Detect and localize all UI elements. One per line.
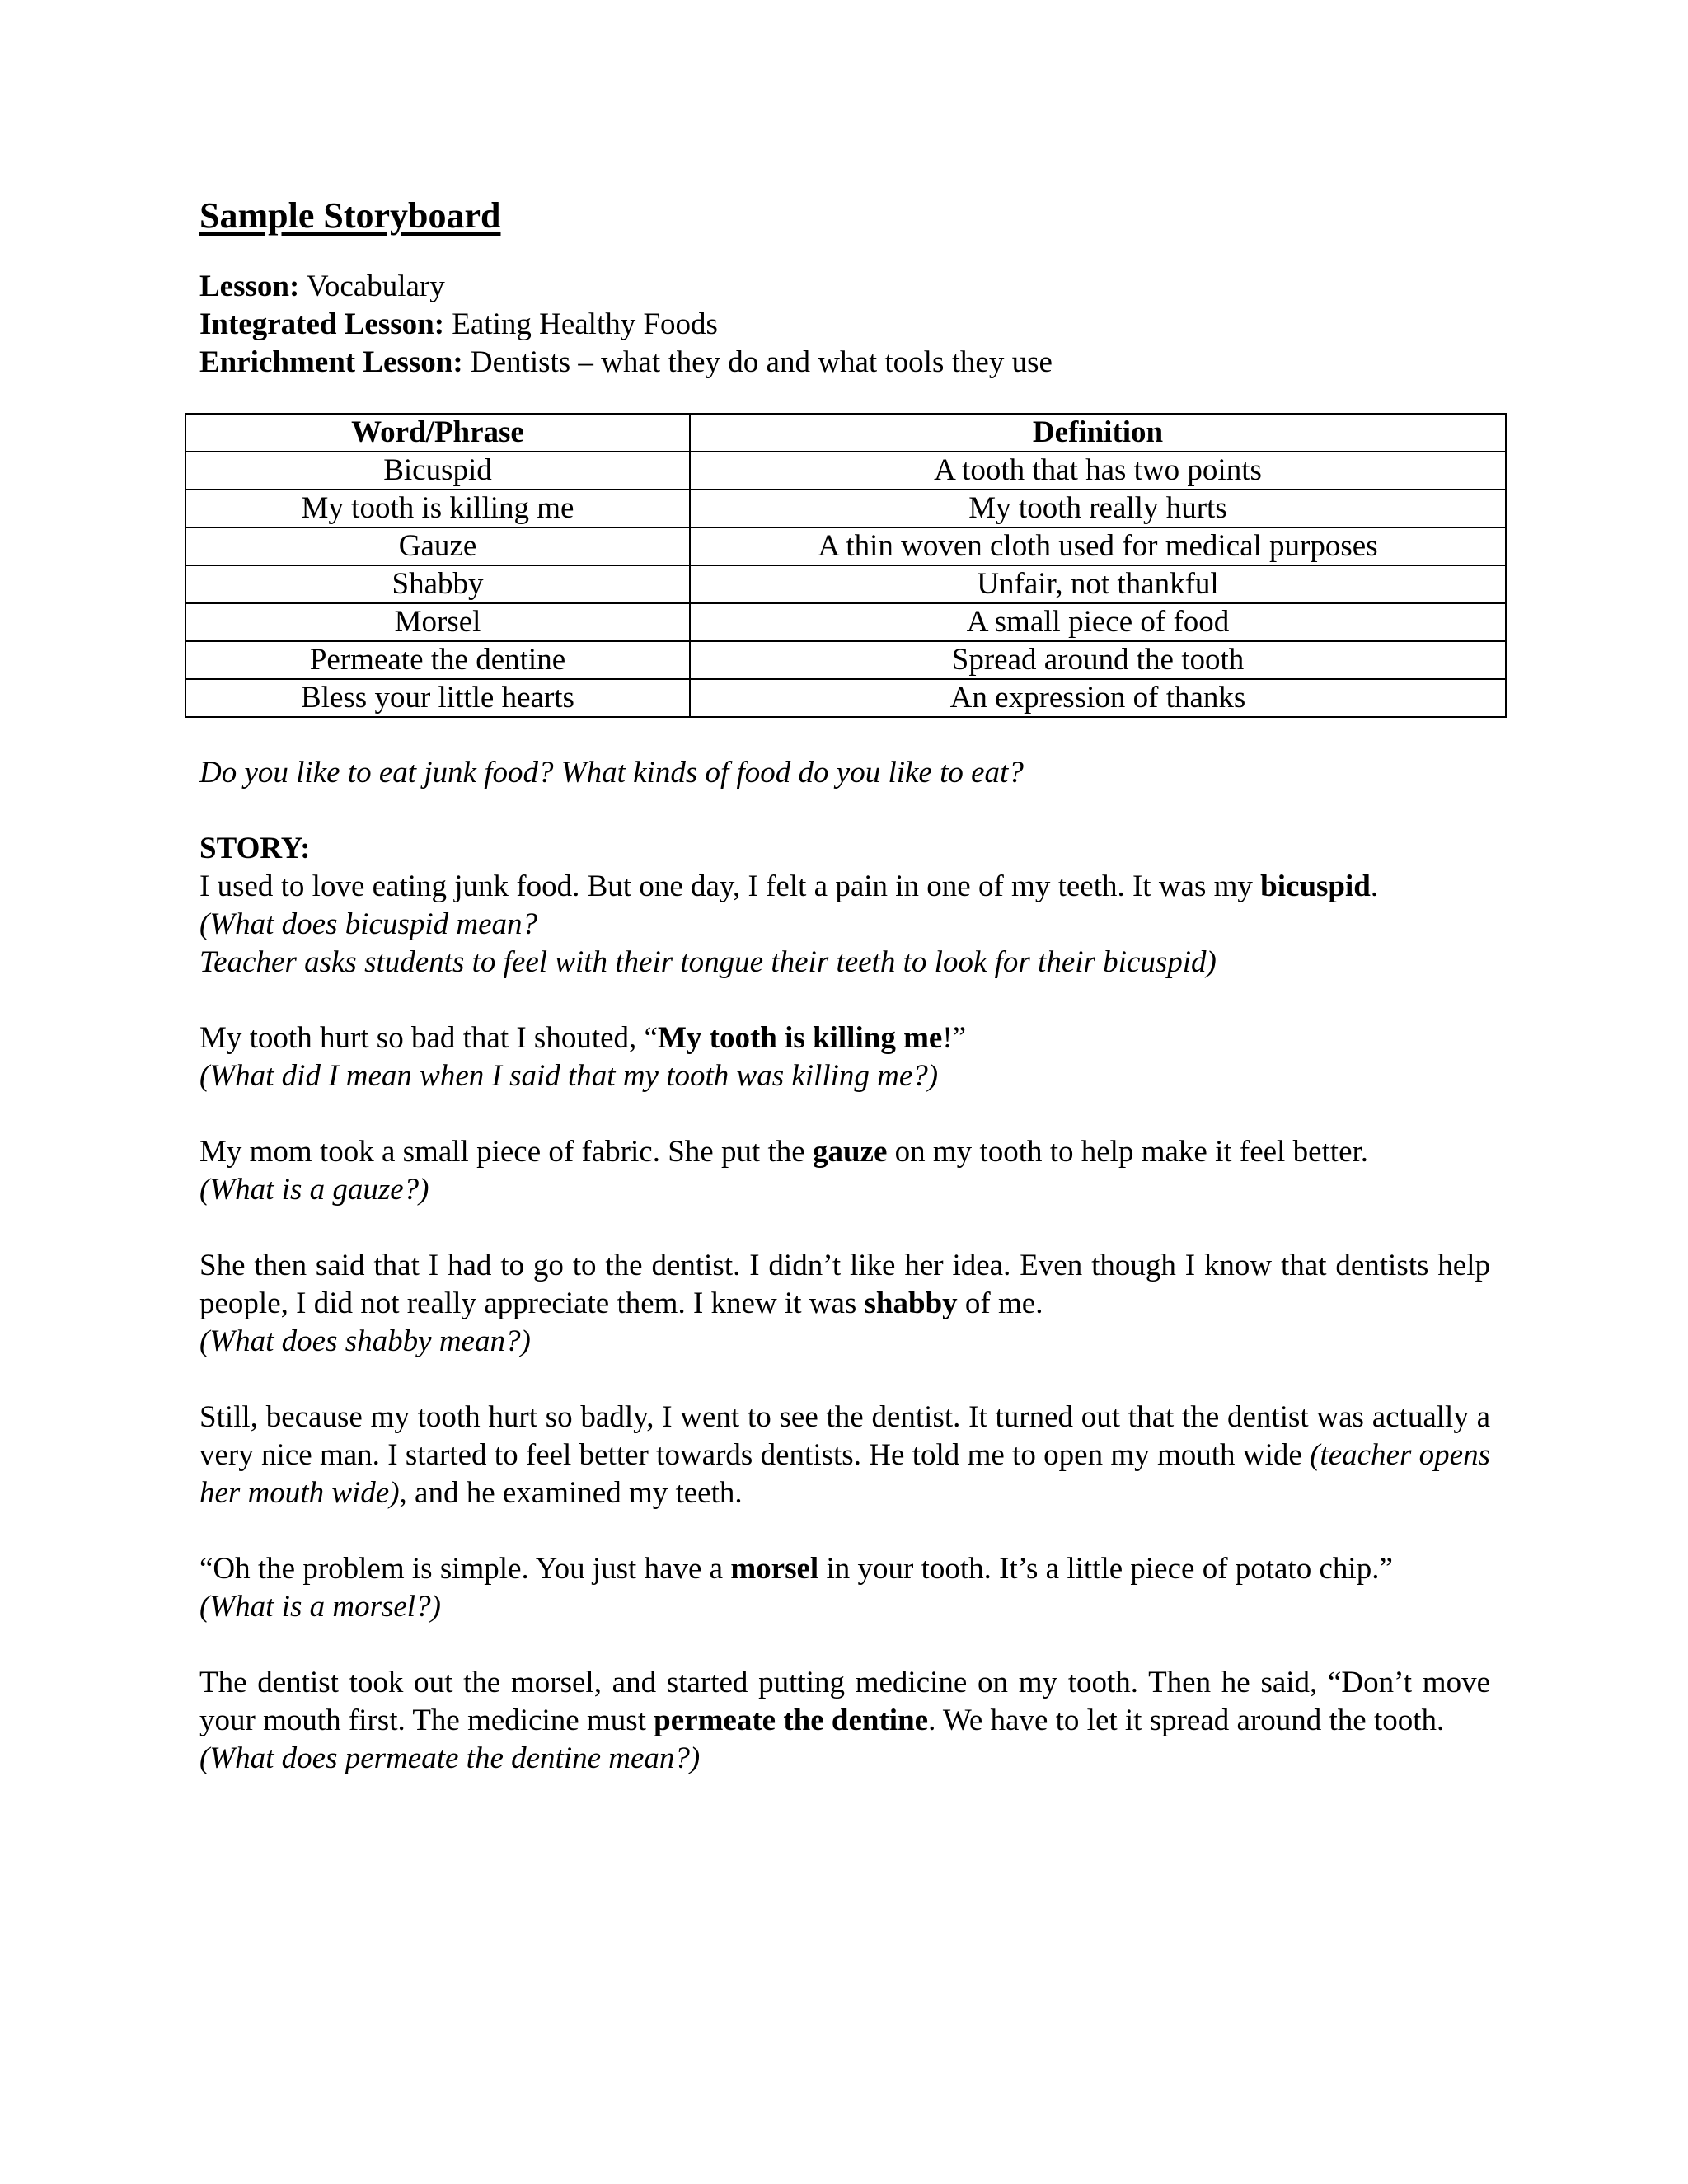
story-paragraph-3 bbox=[199, 1133, 1490, 1209]
header-word-phrase: Word/Phrase bbox=[185, 414, 690, 452]
teacher-question: (What is a morsel?) bbox=[199, 1590, 441, 1624]
integrated-lesson-line bbox=[199, 306, 1490, 344]
story-text: Still, because my tooth hurt so badly, I went to see the dentist. It turned out that the dentist was actually a very nice man. I started to feel better towards dentists. He told me to open my mouth wide bbox=[199, 1400, 1490, 1472]
enrichment-lesson-line bbox=[199, 344, 1490, 382]
vocab-word: My tooth is killing me bbox=[657, 1021, 943, 1055]
story-sentence bbox=[199, 1664, 1490, 1740]
enrichment-lesson-label: Enrichment Lesson: bbox=[199, 345, 463, 379]
story-label: STORY: bbox=[199, 832, 311, 865]
definition-cell: My tooth really hurts bbox=[690, 490, 1506, 527]
page-title: Sample Storyboard bbox=[199, 195, 501, 236]
vocab-word: shabby bbox=[864, 1286, 958, 1320]
table-row bbox=[185, 565, 1506, 603]
story-paragraph-2 bbox=[199, 1019, 1490, 1095]
lead-question: Do you like to eat junk food? What kinds of food do you like to eat? bbox=[199, 756, 1024, 790]
teacher-question: (What does permeate the dentine mean?) bbox=[199, 1741, 701, 1775]
vocabulary-table bbox=[185, 413, 1507, 718]
integrated-lesson-label: Integrated Lesson: bbox=[199, 307, 445, 341]
story-paragraph-1 bbox=[199, 868, 1490, 982]
story-paragraph-4 bbox=[199, 1247, 1490, 1361]
story-text: !” bbox=[942, 1021, 967, 1055]
story-sentence bbox=[199, 1399, 1490, 1512]
definition-cell: A thin woven cloth used for medical purposes bbox=[690, 527, 1506, 565]
story-text: , and he examined my teeth. bbox=[399, 1476, 743, 1510]
story-text: on my tooth to help make it feel better. bbox=[887, 1135, 1369, 1169]
teacher-question: (What did I mean when I said that my tooth was killing me?) bbox=[199, 1059, 939, 1093]
story-sentence bbox=[199, 1247, 1490, 1323]
word-cell: Morsel bbox=[185, 603, 690, 641]
table-row bbox=[185, 641, 1506, 679]
story-sentence bbox=[199, 1019, 1490, 1057]
table-row bbox=[185, 452, 1506, 490]
story-sentence bbox=[199, 1133, 1490, 1171]
table-row bbox=[185, 679, 1506, 717]
lesson-label: Lesson: bbox=[199, 269, 300, 303]
teacher-action: (teacher opens her mouth wide) bbox=[199, 1438, 1490, 1510]
definition-cell: An expression of thanks bbox=[690, 679, 1506, 717]
story-text: . We have to let it spread around the tooth. bbox=[928, 1704, 1445, 1737]
header-definition: Definition bbox=[690, 414, 1506, 452]
document-page bbox=[199, 194, 1490, 1816]
teacher-instruction: Teacher asks students to feel with their tongue their teeth to look for their bicuspid) bbox=[199, 945, 1217, 979]
vocab-word: morsel bbox=[730, 1552, 819, 1586]
story-text: My mom took a small piece of fabric. She put the bbox=[199, 1135, 813, 1169]
story-text: in your tooth. It’s a little piece of potato chip.” bbox=[818, 1552, 1393, 1586]
lesson-line bbox=[199, 268, 1490, 306]
story-text: I used to love eating junk food. But one day, I felt a pain in one of my teeth. It was my bbox=[199, 869, 1261, 903]
integrated-lesson-value: Eating Healthy Foods bbox=[444, 307, 718, 341]
definition-cell: A tooth that has two points bbox=[690, 452, 1506, 490]
enrichment-lesson-value: Dentists – what they do and what tools they use bbox=[462, 345, 1053, 379]
story-sentence bbox=[199, 1550, 1490, 1588]
table-header-row bbox=[185, 414, 1506, 452]
story-text: My tooth hurt so bad that I shouted, “ bbox=[199, 1021, 658, 1055]
definition-cell: Spread around the tooth bbox=[690, 641, 1506, 679]
word-cell: Permeate the dentine bbox=[185, 641, 690, 679]
table-row bbox=[185, 527, 1506, 565]
teacher-question: (What is a gauze?) bbox=[199, 1173, 429, 1207]
vocab-word: bicuspid bbox=[1260, 869, 1371, 903]
story-paragraph-6 bbox=[199, 1550, 1490, 1626]
table-row bbox=[185, 603, 1506, 641]
story-text: . bbox=[1370, 869, 1379, 903]
teacher-question: (What does shabby mean?) bbox=[199, 1324, 531, 1358]
story-paragraph-5 bbox=[199, 1399, 1490, 1512]
definition-cell: A small piece of food bbox=[690, 603, 1506, 641]
word-cell: Bless your little hearts bbox=[185, 679, 690, 717]
word-cell: My tooth is killing me bbox=[185, 490, 690, 527]
story-paragraph-7 bbox=[199, 1664, 1490, 1778]
story-text: of me. bbox=[957, 1286, 1043, 1320]
story-text: The dentist took out the morsel, and started putting medicine on my tooth. Then he said, “Don’t move your mouth first. The medicine must bbox=[199, 1666, 1490, 1737]
word-cell: Bicuspid bbox=[185, 452, 690, 490]
definition-cell: Unfair, not thankful bbox=[690, 565, 1506, 603]
story-sentence bbox=[199, 868, 1490, 906]
teacher-question: (What does bicuspid mean? bbox=[199, 907, 538, 941]
table-row bbox=[185, 490, 1506, 527]
word-cell: Shabby bbox=[185, 565, 690, 603]
lesson-value: Vocabulary bbox=[299, 269, 445, 303]
vocab-word: gauze bbox=[812, 1135, 888, 1169]
story-text: “Oh the problem is simple. You just have a bbox=[199, 1552, 731, 1586]
vocab-word: permeate the dentine bbox=[654, 1704, 929, 1737]
story-text: She then said that I had to go to the dentist. I didn’t like her idea. Even though I know that dentists help people, I did not really appreciate them. I knew it was bbox=[199, 1249, 1490, 1320]
word-cell: Gauze bbox=[185, 527, 690, 565]
